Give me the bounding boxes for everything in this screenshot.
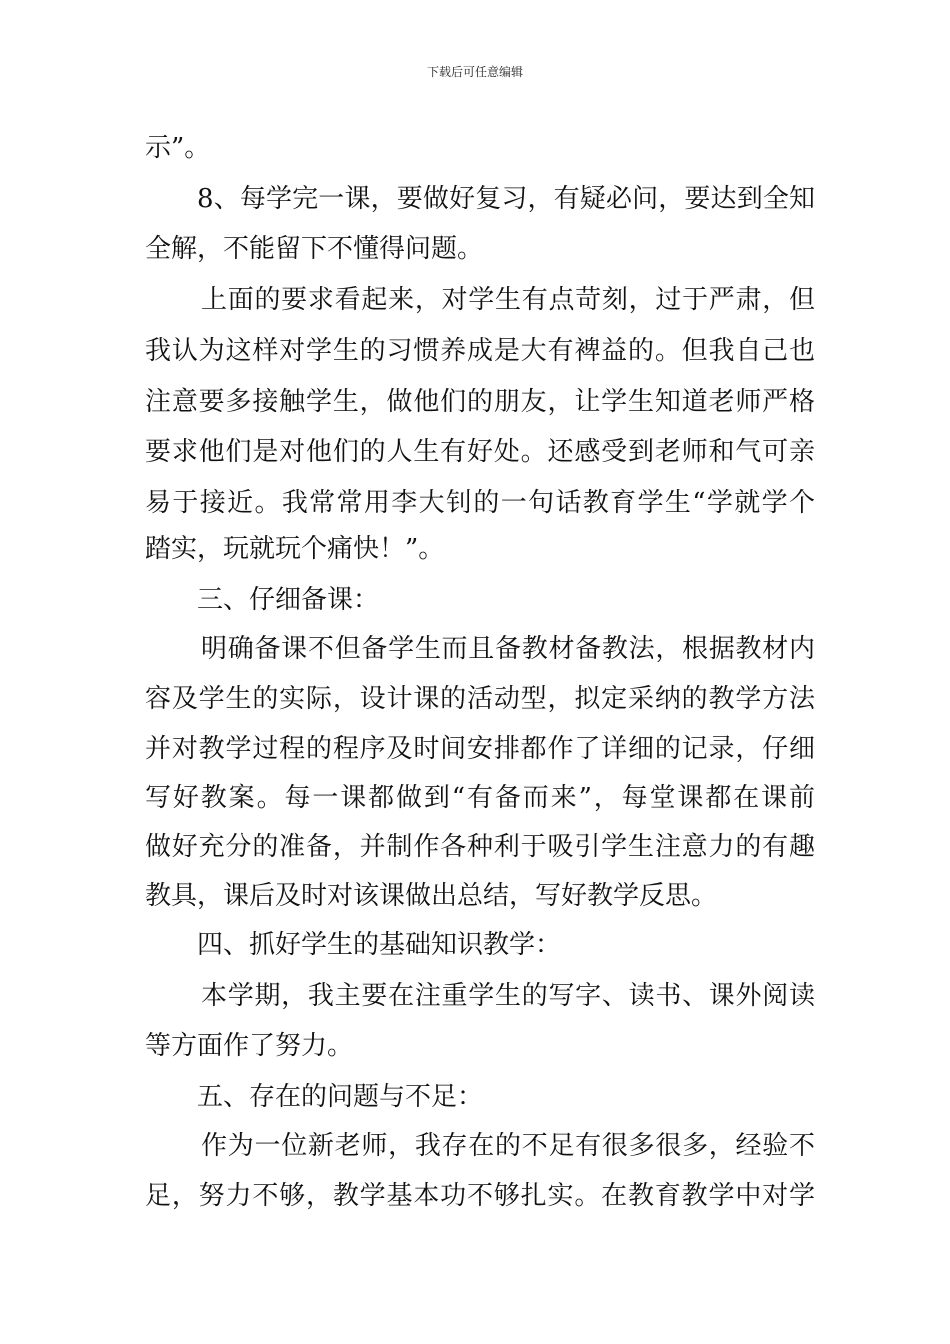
text-line: 本学期，我主要在注重学生的写字、读书、课外阅读	[201, 981, 815, 1011]
text-line: 足，努力不够，教学基本功不够扎实。在教育教学中对学	[145, 1181, 815, 1211]
text-line: 上面的要求看起来，对学生有点苛刻，过于严肃，但	[201, 285, 815, 315]
section-heading: 四、抓好学生的基础知识教学：	[197, 930, 562, 960]
text-line: 明确备课不但备学生而且备教材备教法，根据教材内	[201, 634, 815, 664]
text-line: 要求他们是对他们的人生有好处。还感受到老师和气可亲	[145, 437, 815, 467]
text-line: 易于接近。我常常用李大钊的一句话教育学生“学就学个	[145, 488, 815, 518]
text-line: 容及学生的实际，设计课的活动型，拟定采纳的教学方法	[145, 684, 815, 714]
text-line: 并对教学过程的程序及时间安排都作了详细的记录，仔细	[145, 734, 815, 764]
text-line: 作为一位新老师，我存在的不足有很多很多，经验不	[201, 1131, 815, 1161]
text-line: 踏实，玩就玩个痛快！”。	[145, 534, 445, 564]
section-heading: 三、仔细备课：	[197, 585, 380, 615]
section-heading: 五、存在的问题与不足：	[197, 1082, 484, 1112]
text-line: 教具，课后及时对该课做出总结，写好教学反思。	[145, 881, 718, 911]
text-line: 写好教案。每一课都做到“有备而来”，每堂课都在课前	[145, 783, 815, 813]
text-line: 8、每学完一课，要做好复习，有疑必问，要达到全知	[197, 184, 815, 214]
text-line: 注意要多接触学生，做他们的朋友，让学生知道老师严格	[145, 387, 815, 417]
text-line: 做好充分的准备，并制作各种利于吸引学生注意力的有趣	[145, 832, 815, 862]
text-line: 示”。	[145, 133, 211, 163]
page-header: 下载后可任意编辑	[426, 65, 523, 79]
text-line: 我认为这样对学生的习惯养成是大有裨益的。但我自己也	[145, 336, 815, 366]
text-line: 全解，不能留下不懂得问题。	[145, 234, 484, 264]
text-line: 等方面作了努力。	[145, 1031, 354, 1061]
